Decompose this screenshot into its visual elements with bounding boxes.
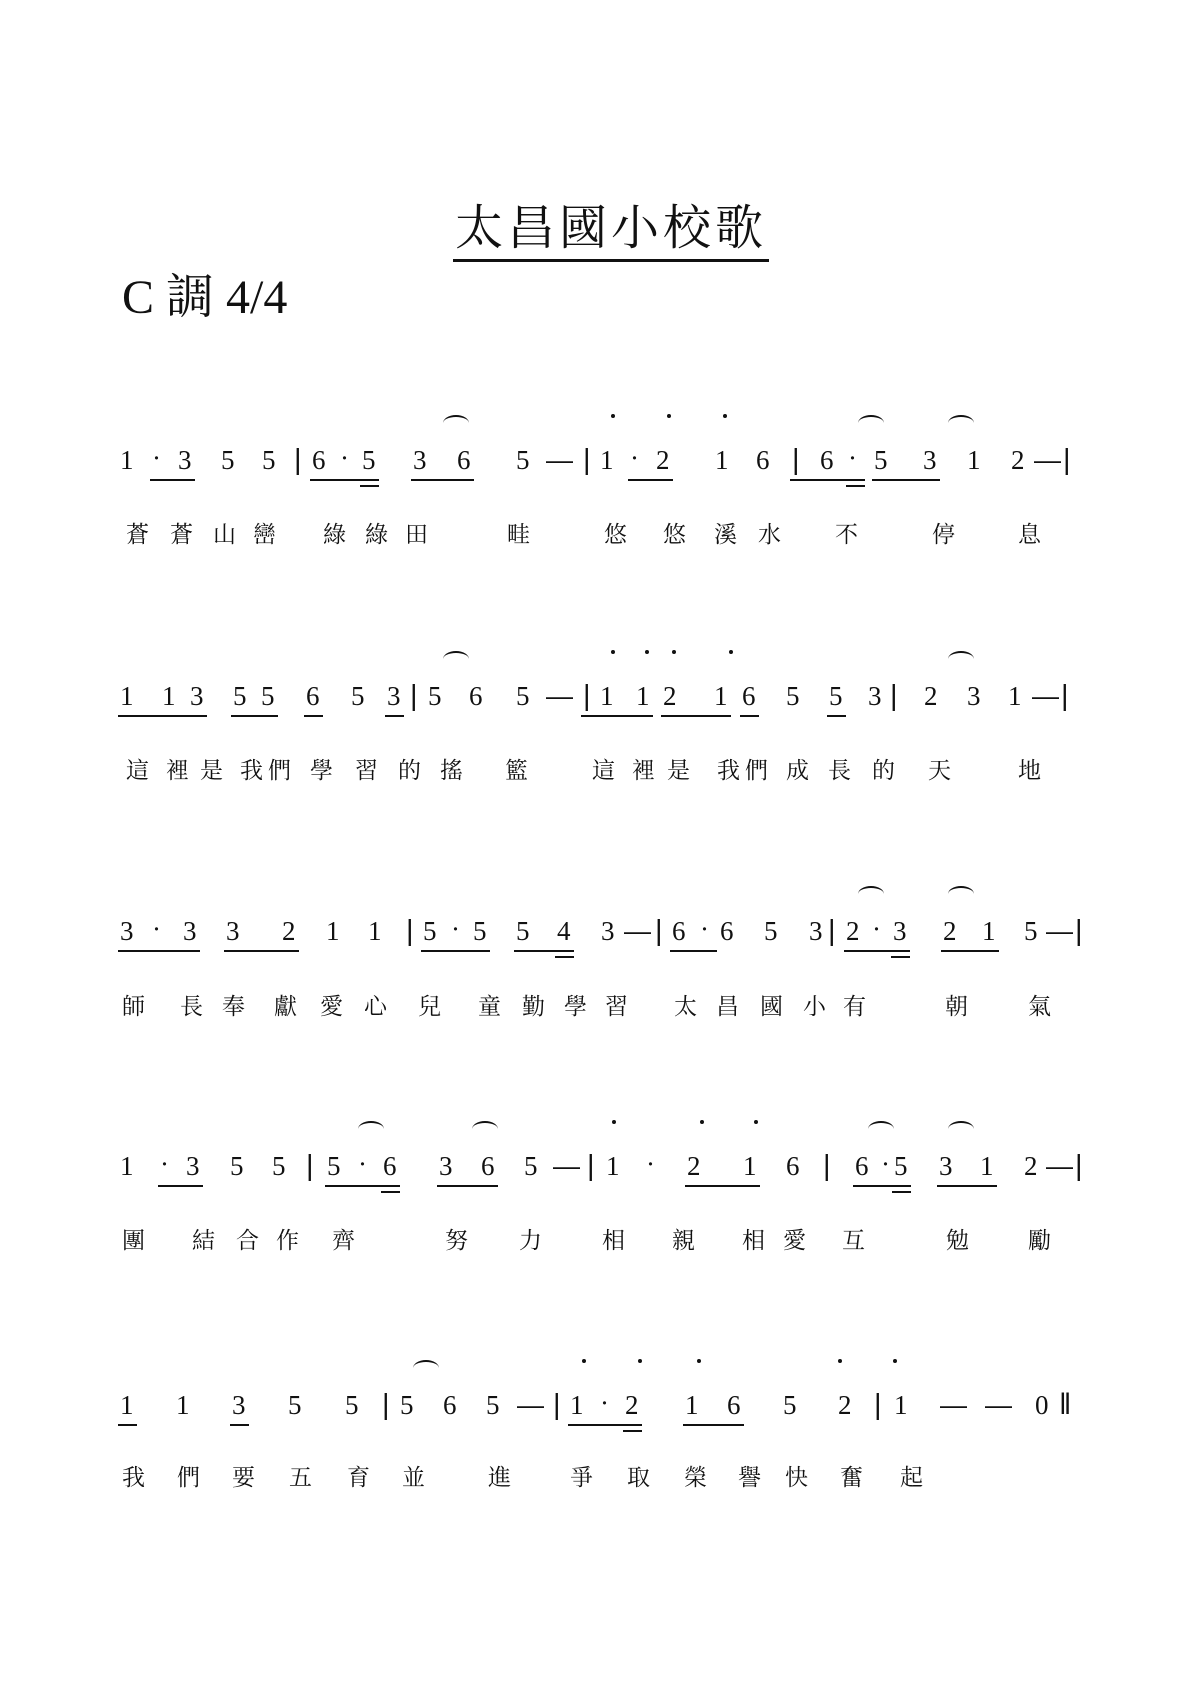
barline: | (890, 680, 898, 712)
double-underline (892, 1191, 911, 1193)
slur-mark (948, 1121, 974, 1137)
lyric-char: 起 (900, 1465, 923, 1491)
lyric-char: 山 (213, 522, 236, 548)
note: 5 (345, 1390, 359, 1420)
note: 3 (893, 916, 907, 946)
barline: | (1061, 680, 1069, 712)
beat-underline (224, 950, 299, 952)
lyric-char: 籃 (505, 758, 528, 784)
beat-underline (937, 1185, 997, 1187)
beat-underline (230, 1424, 249, 1426)
dot-rhythm: · (872, 914, 881, 944)
note: 1 (600, 681, 614, 711)
barline: | (828, 915, 836, 947)
extension-dash: — (546, 681, 573, 711)
beat-underline (385, 715, 404, 717)
lyric-char: 相 (742, 1228, 765, 1254)
dot-rhythm: · (340, 443, 349, 473)
note: 3 (868, 681, 882, 711)
lyric-char: 巒 (253, 522, 276, 548)
note: 1 (1008, 681, 1022, 711)
octave-dot (700, 1120, 704, 1124)
extension-dash: — (1032, 681, 1059, 711)
slur-mark (443, 651, 469, 667)
barline: | (823, 1150, 831, 1182)
slur-mark (413, 1360, 439, 1376)
lyric-char: 快 (785, 1465, 808, 1491)
note: 1 (176, 1390, 190, 1420)
lyric-char: 的 (398, 758, 421, 784)
octave-dot (754, 1120, 758, 1124)
lyric-char: 的 (872, 758, 895, 784)
lyric-char: 獻 (274, 994, 297, 1020)
note: 5 (516, 916, 530, 946)
lyric-char: 努 (445, 1228, 468, 1254)
beat-underline (941, 950, 999, 952)
lyric-char: 要 (232, 1465, 255, 1491)
note: 6 (443, 1390, 457, 1420)
lyric-char: 團 (122, 1228, 145, 1254)
lyric-char: 譽 (738, 1465, 761, 1491)
lyric-char: 兒 (418, 994, 441, 1020)
lyric-char: 互 (842, 1228, 865, 1254)
dot-rhythm: · (646, 1149, 655, 1179)
lyric-char: 朝 (945, 994, 968, 1020)
lyric-char: 師 (122, 994, 145, 1020)
extension-dash: — (940, 1390, 967, 1420)
lyric-char: 長 (828, 758, 851, 784)
lyric-char: 取 (627, 1465, 650, 1491)
lyric-char: 習 (355, 758, 378, 784)
double-underline (846, 485, 865, 487)
octave-dot (611, 650, 615, 654)
octave-dot (645, 650, 649, 654)
lyric-char: 這 (126, 758, 149, 784)
lyric-char: 我 (122, 1465, 145, 1491)
lyric-char: 裡 (166, 758, 189, 784)
key-signature: C 調 4/4 (122, 271, 288, 324)
note: 1 (685, 1390, 699, 1420)
beat-underline (790, 479, 865, 481)
note: 2 (687, 1151, 701, 1181)
beat-underline (310, 479, 379, 481)
note: 5 (764, 916, 778, 946)
barline: | (382, 1389, 390, 1421)
lyric-char: 學 (310, 758, 333, 784)
lyric-char: 榮 (684, 1465, 707, 1491)
lyric-char: 童 (478, 994, 501, 1020)
beat-underline (628, 479, 673, 481)
note: 5 (894, 1151, 908, 1181)
slur-mark (472, 1121, 498, 1137)
note: 5 (428, 681, 442, 711)
extension-dash: — (517, 1390, 544, 1420)
lyric-char: 太 (674, 994, 697, 1020)
note: 2 (663, 681, 677, 711)
beat-underline (581, 715, 653, 717)
note: 5 (272, 1151, 286, 1181)
lyric-char: 搖 (440, 758, 463, 784)
extension-dash: — (553, 1151, 580, 1181)
barline: | (406, 915, 414, 947)
note: 3 (601, 916, 615, 946)
note: 1 (120, 445, 134, 475)
note: 5 (786, 681, 800, 711)
note: 5 (221, 445, 235, 475)
dot-rhythm: · (152, 443, 161, 473)
note: 1 (162, 681, 176, 711)
slur-mark (868, 1121, 894, 1137)
note: 3 (387, 681, 401, 711)
note: 2 (846, 916, 860, 946)
lyric-char: 停 (932, 522, 955, 548)
lyric-char: 不 (835, 522, 858, 548)
note: 3 (178, 445, 192, 475)
note: 1 (743, 1151, 757, 1181)
slur-mark (948, 415, 974, 431)
lyric-char: 小 (803, 994, 826, 1020)
beat-underline (421, 950, 490, 952)
lyric-char: 畦 (507, 522, 530, 548)
note: 1 (120, 1390, 134, 1420)
beat-underline (685, 1185, 760, 1187)
beat-underline (118, 950, 200, 952)
dot-rhythm: · (600, 1388, 609, 1418)
note: 3 (413, 445, 427, 475)
barline: | (655, 915, 663, 947)
lyric-char: 相 (602, 1228, 625, 1254)
note: 3 (232, 1390, 246, 1420)
barline: | (306, 1150, 314, 1182)
note: 5 (874, 445, 888, 475)
lyric-char: 昌 (716, 994, 739, 1020)
lyric-char: 們 (745, 758, 768, 784)
double-underline (891, 956, 910, 958)
lyric-char: 習 (605, 994, 628, 1020)
extension-dash: — (1046, 916, 1073, 946)
barline: | (792, 444, 800, 476)
note: 6 (720, 916, 734, 946)
lyric-char: 成 (786, 758, 809, 784)
beat-underline (844, 950, 910, 952)
extension-dash: — (546, 445, 573, 475)
note: 5 (262, 445, 276, 475)
dot-rhythm: · (881, 1149, 890, 1179)
note: 1 (120, 1151, 134, 1181)
note: 6 (742, 681, 756, 711)
slur-mark (443, 415, 469, 431)
beat-underline (231, 715, 278, 717)
note: 4 (557, 916, 571, 946)
beat-underline (670, 950, 717, 952)
extension-dash: — (1046, 1151, 1073, 1181)
note: 5 (1024, 916, 1038, 946)
note: 2 (1011, 445, 1025, 475)
note: 3 (190, 681, 204, 711)
lyric-char: 作 (276, 1228, 299, 1254)
barline: | (1063, 444, 1071, 476)
beat-underline (827, 715, 846, 717)
note: 5 (829, 681, 843, 711)
lyric-char: 長 (180, 994, 203, 1020)
lyric-char: 合 (236, 1228, 259, 1254)
octave-dot (672, 650, 676, 654)
barline: | (410, 680, 418, 712)
note: 1 (982, 916, 996, 946)
note: 2 (282, 916, 296, 946)
octave-dot (723, 414, 727, 418)
note: 6 (469, 681, 483, 711)
note: 1 (894, 1390, 908, 1420)
lyric-char: 裡 (632, 758, 655, 784)
note: 6 (306, 681, 320, 711)
dot-rhythm: · (160, 1149, 169, 1179)
lyric-char: 悠 (663, 522, 686, 548)
note: 2 (625, 1390, 639, 1420)
note: 6 (481, 1151, 495, 1181)
octave-dot (611, 414, 615, 418)
lyric-char: 力 (519, 1228, 542, 1254)
lyric-char: 地 (1018, 758, 1041, 784)
octave-dot (638, 1359, 642, 1363)
note: 5 (261, 681, 275, 711)
note: 5 (524, 1151, 538, 1181)
note: 1 (980, 1151, 994, 1181)
lyric-char: 勉 (946, 1228, 969, 1254)
double-underline (623, 1430, 642, 1432)
barline: | (874, 1389, 882, 1421)
lyric-char: 愛 (783, 1228, 806, 1254)
note: 1 (368, 916, 382, 946)
rest: 0 (1035, 1390, 1049, 1420)
lyric-char: 們 (177, 1465, 200, 1491)
barline: | (583, 680, 591, 712)
extension-dash: — (985, 1390, 1012, 1420)
lyric-char: 五 (289, 1465, 312, 1491)
note: 1 (570, 1390, 584, 1420)
note: 3 (183, 916, 197, 946)
note: 6 (855, 1151, 869, 1181)
note: 3 (923, 445, 937, 475)
beat-underline (661, 715, 731, 717)
lyric-char: 進 (488, 1465, 511, 1491)
note: 5 (486, 1390, 500, 1420)
barline: | (583, 444, 591, 476)
note: 2 (943, 916, 957, 946)
final-barline: ‖ (1059, 1388, 1072, 1421)
barline: | (587, 1150, 595, 1182)
note: 1 (715, 445, 729, 475)
note: 2 (656, 445, 670, 475)
slur-mark (948, 886, 974, 902)
note: 5 (351, 681, 365, 711)
note: 6 (756, 445, 770, 475)
beat-underline (304, 715, 323, 717)
note: 1 (606, 1151, 620, 1181)
octave-dot (612, 1120, 616, 1124)
lyric-char: 並 (402, 1465, 425, 1491)
lyric-char: 是 (200, 758, 223, 784)
beat-underline (150, 479, 195, 481)
note: 5 (288, 1390, 302, 1420)
note: 2 (838, 1390, 852, 1420)
lyric-char: 悠 (604, 522, 627, 548)
note: 3 (439, 1151, 453, 1181)
note: 2 (924, 681, 938, 711)
lyric-char: 天 (928, 758, 951, 784)
note: 5 (327, 1151, 341, 1181)
dot-rhythm: · (358, 1149, 367, 1179)
note: 6 (727, 1390, 741, 1420)
beat-underline (158, 1185, 203, 1187)
beat-underline (437, 1185, 498, 1187)
note: 5 (516, 445, 530, 475)
lyric-char: 結 (192, 1228, 215, 1254)
lyric-char: 我 (240, 758, 263, 784)
beat-underline (325, 1185, 400, 1187)
lyric-char: 奮 (840, 1465, 863, 1491)
barline: | (294, 444, 302, 476)
barline: | (1075, 1150, 1083, 1182)
lyric-char: 水 (758, 522, 781, 548)
beat-underline (514, 950, 574, 952)
note: 3 (967, 681, 981, 711)
beat-underline (411, 479, 474, 481)
note: 5 (233, 681, 247, 711)
lyric-char: 蒼 (170, 522, 193, 548)
dot-rhythm: · (848, 443, 857, 473)
slur-mark (858, 415, 884, 431)
beat-underline (740, 715, 759, 717)
lyric-char: 勤 (522, 994, 545, 1020)
lyric-char: 育 (347, 1465, 370, 1491)
slur-mark (858, 886, 884, 902)
note: 5 (516, 681, 530, 711)
slur-mark (948, 651, 974, 667)
note: 3 (939, 1151, 953, 1181)
octave-dot (729, 650, 733, 654)
lyric-char: 息 (1018, 522, 1041, 548)
note: 3 (120, 916, 134, 946)
lyric-char: 國 (760, 994, 783, 1020)
beat-underline (118, 1424, 137, 1426)
note: 5 (400, 1390, 414, 1420)
beat-underline (853, 1185, 911, 1187)
lyric-char: 氣 (1028, 994, 1051, 1020)
barline: | (553, 1389, 561, 1421)
note: 1 (636, 681, 650, 711)
beat-underline (872, 479, 940, 481)
octave-dot (582, 1359, 586, 1363)
lyric-char: 綠 (323, 522, 346, 548)
lyric-char: 有 (843, 994, 866, 1020)
note: 3 (186, 1151, 200, 1181)
lyric-char: 溪 (714, 522, 737, 548)
note: 5 (473, 916, 487, 946)
lyric-char: 親 (672, 1228, 695, 1254)
lyric-char: 我 (717, 758, 740, 784)
octave-dot (667, 414, 671, 418)
slur-mark (358, 1121, 384, 1137)
lyric-char: 爭 (570, 1465, 593, 1491)
octave-dot (838, 1359, 842, 1363)
lyric-char: 奉 (222, 994, 245, 1020)
double-underline (360, 485, 379, 487)
note: 1 (714, 681, 728, 711)
note: 5 (230, 1151, 244, 1181)
note: 5 (362, 445, 376, 475)
lyric-char: 齊 (332, 1228, 355, 1254)
beat-underline (118, 715, 207, 717)
lyric-char: 心 (364, 994, 387, 1020)
lyric-char: 綠 (365, 522, 388, 548)
note: 6 (672, 916, 686, 946)
note: 3 (226, 916, 240, 946)
lyric-char: 蒼 (126, 522, 149, 548)
dot-rhythm: · (700, 914, 709, 944)
lyric-char: 田 (405, 522, 428, 548)
note: 6 (383, 1151, 397, 1181)
song-title: 太昌國小校歌 (0, 198, 1200, 258)
double-underline (381, 1191, 400, 1193)
barline: | (1075, 915, 1083, 947)
note: 1 (120, 681, 134, 711)
double-underline (555, 956, 574, 958)
lyric-char: 這 (592, 758, 615, 784)
beat-underline (683, 1424, 744, 1426)
lyric-char: 學 (564, 994, 587, 1020)
lyric-char: 勵 (1028, 1228, 1051, 1254)
dot-rhythm: · (451, 914, 460, 944)
note: 3 (809, 916, 823, 946)
note: 1 (967, 445, 981, 475)
lyric-char: 是 (667, 758, 690, 784)
dot-rhythm: · (630, 443, 639, 473)
octave-dot (697, 1359, 701, 1363)
note: 5 (423, 916, 437, 946)
lyric-char: 愛 (320, 994, 343, 1020)
note: 5 (783, 1390, 797, 1420)
lyric-char: 們 (268, 758, 291, 784)
note: 6 (457, 445, 471, 475)
octave-dot (893, 1359, 897, 1363)
dot-rhythm: · (152, 914, 161, 944)
note: 1 (600, 445, 614, 475)
note: 6 (312, 445, 326, 475)
extension-dash: — (624, 916, 651, 946)
extension-dash: — (1034, 445, 1061, 475)
beat-underline (568, 1424, 642, 1426)
note: 1 (326, 916, 340, 946)
note: 2 (1024, 1151, 1038, 1181)
note: 6 (820, 445, 834, 475)
note: 6 (786, 1151, 800, 1181)
